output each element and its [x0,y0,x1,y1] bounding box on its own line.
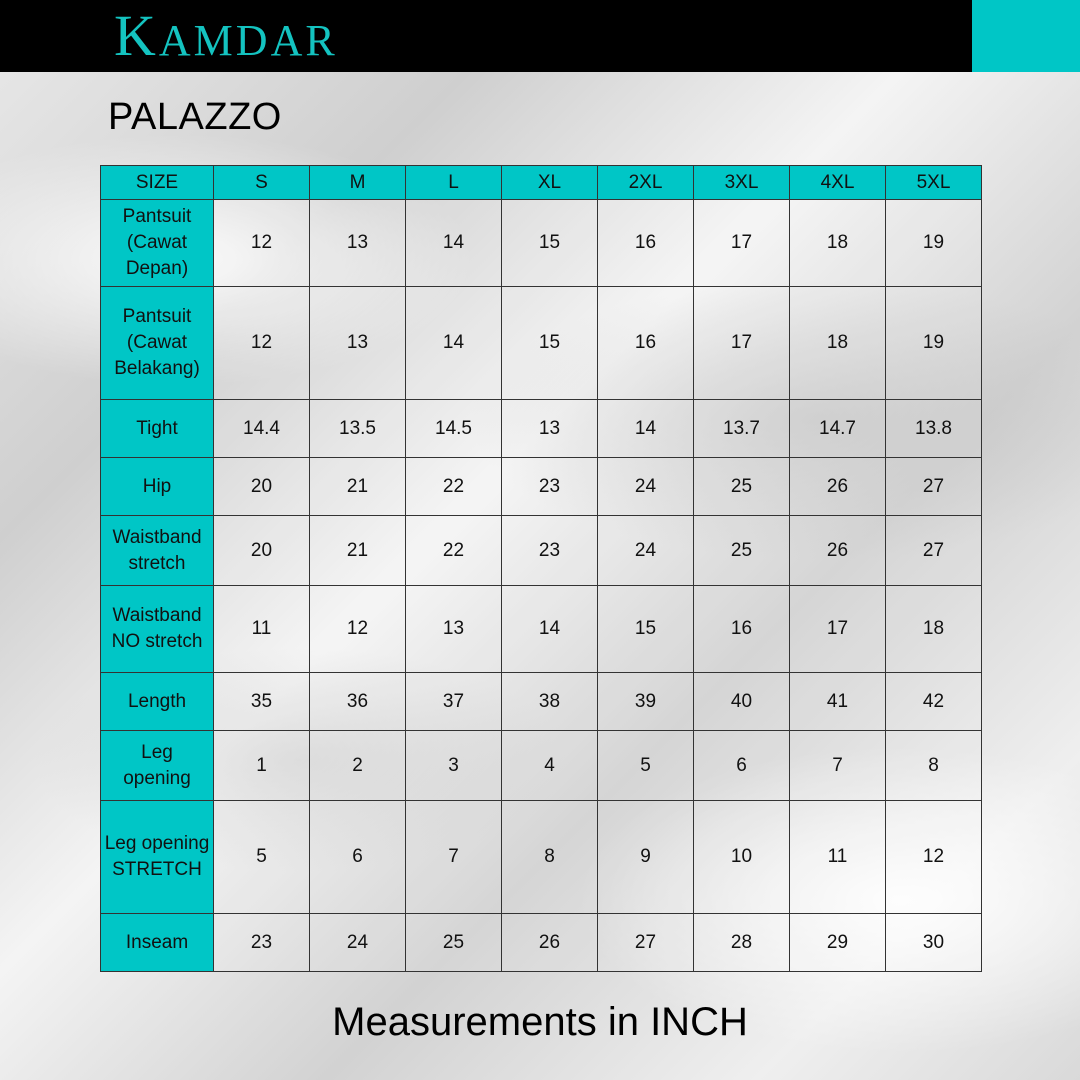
measurement-value: 23 [214,914,310,972]
measurement-value: 12 [214,287,310,400]
table-row [101,516,982,586]
measurement-value: 20 [214,458,310,516]
measurement-value: 13 [310,200,406,287]
size-column-header: M [310,166,406,200]
measurement-value: 17 [694,287,790,400]
measurement-value: 26 [502,914,598,972]
size-column-header: 2XL [598,166,694,200]
measurement-value: 5 [598,731,694,801]
table-row [101,458,982,516]
table-row [101,200,982,287]
measurement-value: 7 [406,801,502,914]
measurement-label: Hip [101,458,214,516]
table-row [101,801,982,914]
measurement-value: 23 [502,516,598,586]
measurement-label: Leg opening STRETCH [101,801,214,914]
measurement-value: 1 [214,731,310,801]
measurement-value: 26 [790,516,886,586]
measurement-value: 35 [214,673,310,731]
measurement-label: Inseam [101,914,214,972]
measurement-value: 13.7 [694,400,790,458]
measurement-value: 24 [598,516,694,586]
measurement-value: 22 [406,516,502,586]
table-row [101,586,982,673]
measurement-value: 14 [406,287,502,400]
measurement-value: 18 [790,287,886,400]
measurement-value: 29 [790,914,886,972]
measurement-value: 13 [310,287,406,400]
measurement-value: 2 [310,731,406,801]
measurement-value: 8 [886,731,982,801]
measurement-value: 7 [790,731,886,801]
size-column-header: 5XL [886,166,982,200]
measurement-value: 4 [502,731,598,801]
measurement-value: 16 [694,586,790,673]
measurement-value: 18 [886,586,982,673]
measurement-value: 14 [406,200,502,287]
measurement-value: 6 [694,731,790,801]
brand-logo: KAMDAR [114,3,338,68]
measurement-value: 24 [598,458,694,516]
measurement-value: 27 [598,914,694,972]
measurement-label: Waistband stretch [101,516,214,586]
size-header-cell: SIZE [101,166,214,200]
measurement-value: 14 [598,400,694,458]
measurement-value: 25 [694,458,790,516]
size-column-header: XL [502,166,598,200]
measurement-label: Waistband NO stretch [101,586,214,673]
measurement-value: 16 [598,200,694,287]
measurement-value: 12 [214,200,310,287]
measurement-value: 12 [886,801,982,914]
measurement-value: 41 [790,673,886,731]
measurement-value: 10 [694,801,790,914]
measurement-value: 19 [886,200,982,287]
table-row [101,914,982,972]
measurement-value: 25 [406,914,502,972]
measurement-value: 19 [886,287,982,400]
table-row [101,400,982,458]
measurement-value: 13 [406,586,502,673]
measurement-value: 26 [790,458,886,516]
measurement-label: Pantsuit (Cawat Depan) [101,200,214,287]
measurement-value: 15 [502,200,598,287]
measurement-value: 17 [790,586,886,673]
measurement-value: 30 [886,914,982,972]
measurement-value: 15 [502,287,598,400]
measurement-value: 20 [214,516,310,586]
measurement-value: 40 [694,673,790,731]
measurement-label: Length [101,673,214,731]
page-title: PALAZZO [108,96,282,138]
measurement-value: 28 [694,914,790,972]
measurement-value: 6 [310,801,406,914]
measurement-value: 18 [790,200,886,287]
measurement-value: 14.5 [406,400,502,458]
measurement-value: 9 [598,801,694,914]
measurement-value: 17 [694,200,790,287]
measurement-label: Pantsuit (Cawat Belakang) [101,287,214,400]
size-chart-table [100,165,982,972]
header-accent-block [972,0,1080,72]
measurement-label: Tight [101,400,214,458]
measurement-value: 21 [310,458,406,516]
measurement-value: 24 [310,914,406,972]
measurement-value: 12 [310,586,406,673]
measurement-value: 27 [886,516,982,586]
measurement-value: 22 [406,458,502,516]
measurement-value: 8 [502,801,598,914]
table-header-row [101,166,982,200]
table-body [101,200,982,972]
measurement-value: 11 [790,801,886,914]
header-bar [0,0,1080,72]
measurement-value: 16 [598,287,694,400]
measurement-value: 14.4 [214,400,310,458]
table-row [101,287,982,400]
measurement-value: 3 [406,731,502,801]
measurement-value: 38 [502,673,598,731]
measurement-value: 25 [694,516,790,586]
measurement-value: 13 [502,400,598,458]
measurement-value: 27 [886,458,982,516]
measurement-value: 13.8 [886,400,982,458]
size-column-header: L [406,166,502,200]
size-column-header: 3XL [694,166,790,200]
measurement-value: 36 [310,673,406,731]
measurement-value: 15 [598,586,694,673]
measurement-value: 42 [886,673,982,731]
table-row [101,731,982,801]
measurement-value: 21 [310,516,406,586]
table-row [101,673,982,731]
size-column-header: 4XL [790,166,886,200]
measurement-value: 13.5 [310,400,406,458]
measurement-value: 14 [502,586,598,673]
measurement-value: 39 [598,673,694,731]
measurement-value: 37 [406,673,502,731]
measurement-value: 5 [214,801,310,914]
size-column-header: S [214,166,310,200]
measurement-label: Leg opening [101,731,214,801]
measurement-value: 23 [502,458,598,516]
measurement-value: 14.7 [790,400,886,458]
measurement-unit-note: Measurements in INCH [332,1000,748,1044]
measurement-value: 11 [214,586,310,673]
